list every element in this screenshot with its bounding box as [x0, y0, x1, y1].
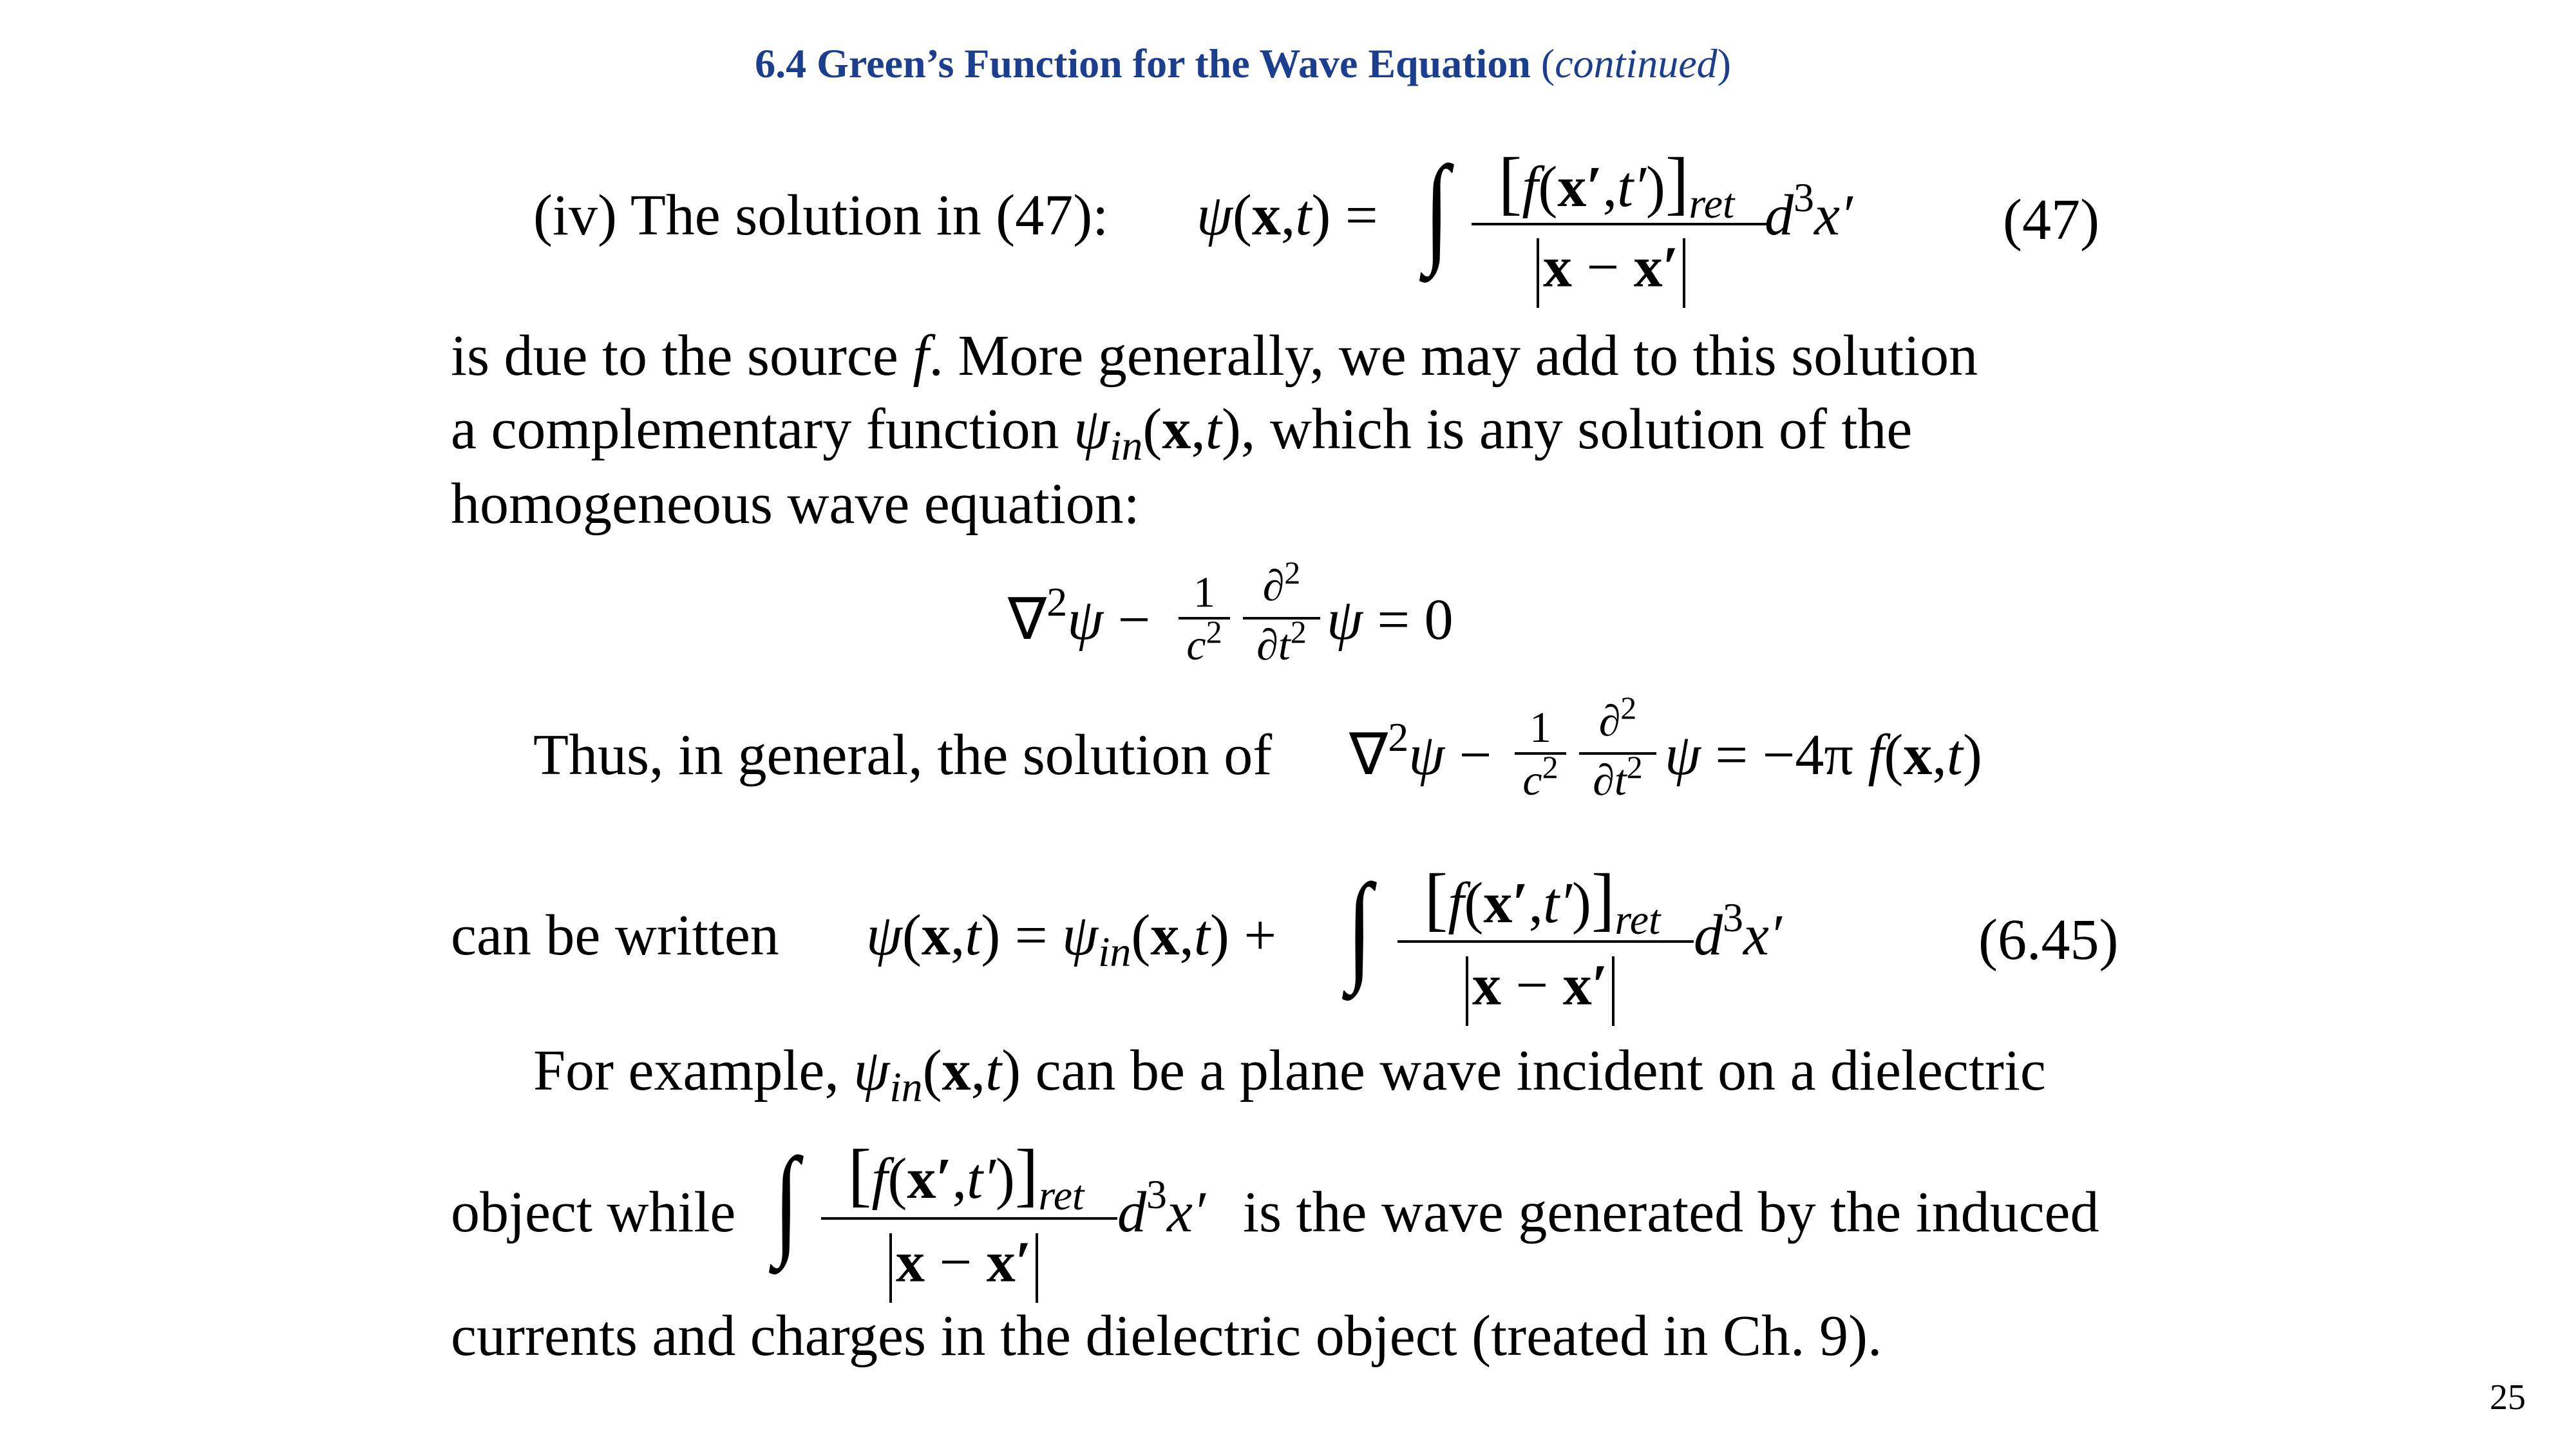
text-span: which is any solution of the: [1269, 397, 1913, 461]
homogeneous-frac-2-den: [1243, 614, 1320, 670]
text-span: t′: [1543, 871, 1572, 935]
slide-title: [0, 40, 2486, 88]
cube-exponent: 3: [1794, 175, 1814, 220]
title-paren-close: ): [1717, 41, 1731, 86]
homogeneous-frac-1-den: [1179, 614, 1230, 670]
equals-zero: = 0: [1377, 588, 1454, 652]
text-span: 2: [1542, 749, 1558, 785]
eq645-fraction-bar: [1397, 940, 1694, 943]
eq645-denominator: [1462, 953, 1618, 1026]
c-symbol: c: [1186, 620, 1206, 669]
inhomogeneous-frac-2-num: [1579, 690, 1656, 746]
text-span: ∫: [1347, 860, 1372, 995]
text-span: c: [1522, 755, 1542, 804]
inline-fraction-bar: [821, 1217, 1117, 1220]
text-span: is due to the source: [451, 324, 913, 388]
eq47-denominator: [1533, 235, 1689, 308]
homogeneous-eq-lhs: [1008, 579, 1151, 652]
plus-sign: +: [1244, 904, 1277, 967]
psi-symbol: ψ: [1197, 184, 1233, 247]
line-iv-prefix: (iv) The solution in (47):: [533, 184, 1109, 247]
paragraph1-line1: [451, 324, 1978, 388]
eq645-integral: [1343, 860, 1376, 995]
x-bold-prime: x′: [1557, 155, 1603, 219]
x-prime: x′: [1814, 184, 1853, 247]
paragraph1-line3: homogeneous wave equation:: [451, 472, 1140, 536]
text-span: ∂: [1593, 755, 1615, 804]
eq47-measure: [1765, 175, 1853, 247]
text-span: t: [1946, 723, 1963, 787]
title-continued: continued: [1555, 41, 1718, 86]
text-span: d: [1117, 1180, 1146, 1244]
inline-numerator: $[f(x',t')]_{ret}$: [848, 1135, 1084, 1219]
f-symbol: f: [913, 324, 929, 388]
inline-integral: [770, 1133, 803, 1269]
text-span: x′: [1167, 1180, 1206, 1244]
title-continued-wrapper: [1531, 41, 1731, 86]
x-bold-prime: x′: [1633, 235, 1680, 299]
nabla-symbol: ∇: [1349, 723, 1388, 787]
integral-sign: ∫: [1424, 142, 1450, 277]
eq-number-645: (6.45): [1978, 908, 2119, 972]
psi-in-expression: $\psi_{in}(x,t)$: [853, 1039, 1021, 1111]
line-example: [533, 1039, 2046, 1111]
text-span: ∫: [773, 1133, 799, 1269]
eq47-lhs: ψ(x,t) =: [1197, 184, 1378, 247]
text-span: x: [1150, 904, 1180, 967]
text-span: ∂: [1598, 696, 1621, 745]
text-span: x′: [907, 1147, 952, 1211]
text-span: t: [985, 1039, 1002, 1103]
t-prime: t′: [1617, 155, 1646, 219]
text-span: 2: [1284, 554, 1301, 591]
text-span: x: [1903, 723, 1933, 787]
text-span: ψ: [853, 1039, 890, 1103]
homogeneous-frac-1-num: 1: [1193, 567, 1215, 616]
eq-number-47: (47): [2003, 188, 2099, 252]
inhomogeneous-frac-2-den: [1579, 749, 1656, 806]
text-span: ∂: [1256, 620, 1278, 669]
text-span: x: [1472, 953, 1501, 1018]
t-symbol: t: [1205, 397, 1222, 461]
line-object-prefix: object while: [451, 1180, 736, 1244]
text-span: f: [871, 1147, 888, 1211]
text-span: 2: [1206, 614, 1222, 650]
x-bold: x: [1162, 397, 1191, 461]
text-span: 2: [1626, 749, 1643, 785]
eq645-numerator: $[f(x',t')]_{ret}$: [1424, 859, 1661, 943]
x-bold: x: [1543, 235, 1572, 299]
text-span: ret: [1038, 1172, 1084, 1219]
minus-four-pi: = −4π: [1715, 723, 1853, 787]
title-main: 6.4 Green’s Function for the Wave Equation: [755, 41, 1531, 86]
text-span: 3: [1146, 1171, 1167, 1217]
text-span: t′: [967, 1147, 996, 1211]
t-symbol: t: [1295, 184, 1312, 247]
text-span: x: [896, 1230, 925, 1294]
psi-symbol: ψ: [1074, 397, 1110, 461]
eq645-lhs: $\psi(x,t) = \psi_{in}(x,t)$ +: [866, 904, 1277, 976]
nabla-symbol: ∇: [1008, 588, 1047, 652]
text-span: ψ: [1062, 904, 1099, 967]
eq47-fraction-bar: [1472, 223, 1768, 225]
text-span: −: [939, 1230, 972, 1294]
inhomogeneous-eq-rhs: ψ = −4π f(x,t): [1665, 723, 1982, 787]
line-thus-prefix: Thus, in general, the solution of: [533, 723, 1273, 787]
text-span: in: [1098, 929, 1132, 976]
text-span: can be a plane wave incident on a dielectric: [1035, 1039, 2046, 1103]
text-span: t: [1614, 755, 1627, 804]
eq645-measure: [1694, 895, 1782, 967]
homogeneous-frac-2-num: [1243, 554, 1320, 611]
inhomogeneous-frac-1-den: [1515, 749, 1566, 806]
text-span: =: [1014, 904, 1048, 967]
psi-symbol: ψ: [1327, 588, 1363, 652]
partial-symbol: ∂: [1262, 561, 1285, 610]
text-span: For example,: [533, 1039, 839, 1103]
text-span: x′: [986, 1230, 1032, 1294]
text-span: d: [1694, 904, 1723, 967]
text-span: f: [1868, 723, 1884, 787]
text-span: a complementary function: [451, 397, 1074, 461]
text-span: −: [1515, 953, 1549, 1018]
text-span: 2: [1620, 690, 1637, 726]
inhomogeneous-frac-1-num: 1: [1530, 703, 1551, 752]
minus-sign: −: [1586, 235, 1620, 299]
x-bold: x: [1251, 184, 1281, 247]
text-span: in: [889, 1064, 923, 1111]
title-paren-open: (: [1530, 41, 1555, 86]
minus-sign: −: [1117, 588, 1151, 652]
d-symbol: d: [1765, 184, 1794, 247]
equals-sign: =: [1345, 184, 1378, 247]
ret-subscript: ret: [1689, 180, 1735, 227]
square-exponent: 2: [1046, 579, 1068, 625]
f-symbol: f: [1522, 155, 1539, 219]
eq47-integral: [1420, 142, 1454, 277]
in-subscript: in: [1110, 422, 1143, 469]
text-span: x′: [1483, 871, 1529, 935]
text-span: ret: [1615, 896, 1661, 943]
psi-symbol: ψ: [1408, 723, 1445, 787]
inhomogeneous-eq-lhs: [1349, 714, 1492, 787]
psi-symbol: ψ: [1067, 588, 1104, 652]
text-span: t: [1193, 904, 1210, 967]
line-last: currents and charges in the dielectric object (treated in Ch. 9).: [451, 1304, 1882, 1368]
text-span: f: [1448, 871, 1464, 935]
text-span: x: [921, 904, 951, 967]
homogeneous-eq-rhs: [1327, 588, 1454, 652]
inline-measure: [1117, 1171, 1206, 1244]
page-number: 25: [2490, 1378, 2526, 1417]
text-span: . More generally, we may add to this solution: [929, 324, 1978, 388]
text-span: x′: [1562, 953, 1609, 1018]
text-span: x′: [1743, 904, 1782, 967]
line-object-suffix: is the wave generated by the induced: [1243, 1180, 2099, 1244]
text-span: ψ: [866, 904, 902, 967]
paragraph1-line2: [451, 397, 1913, 469]
text-span: −: [1459, 723, 1492, 787]
text-span: t: [1278, 620, 1291, 669]
text-span: 2: [1290, 614, 1307, 650]
text-span: 3: [1723, 895, 1743, 940]
text-span: 2: [1388, 714, 1409, 760]
line-written-prefix: can be written: [451, 904, 779, 967]
inline-denominator: [886, 1230, 1042, 1303]
text-span: t: [965, 904, 981, 967]
eq47-numerator: $[f(x',t')]_{ret}$: [1498, 143, 1735, 227]
text-span: x: [942, 1039, 971, 1103]
text-span: ψ: [1665, 723, 1701, 787]
psi-in-expression: $\psi_{in}(x,t)$,: [1074, 397, 1256, 469]
